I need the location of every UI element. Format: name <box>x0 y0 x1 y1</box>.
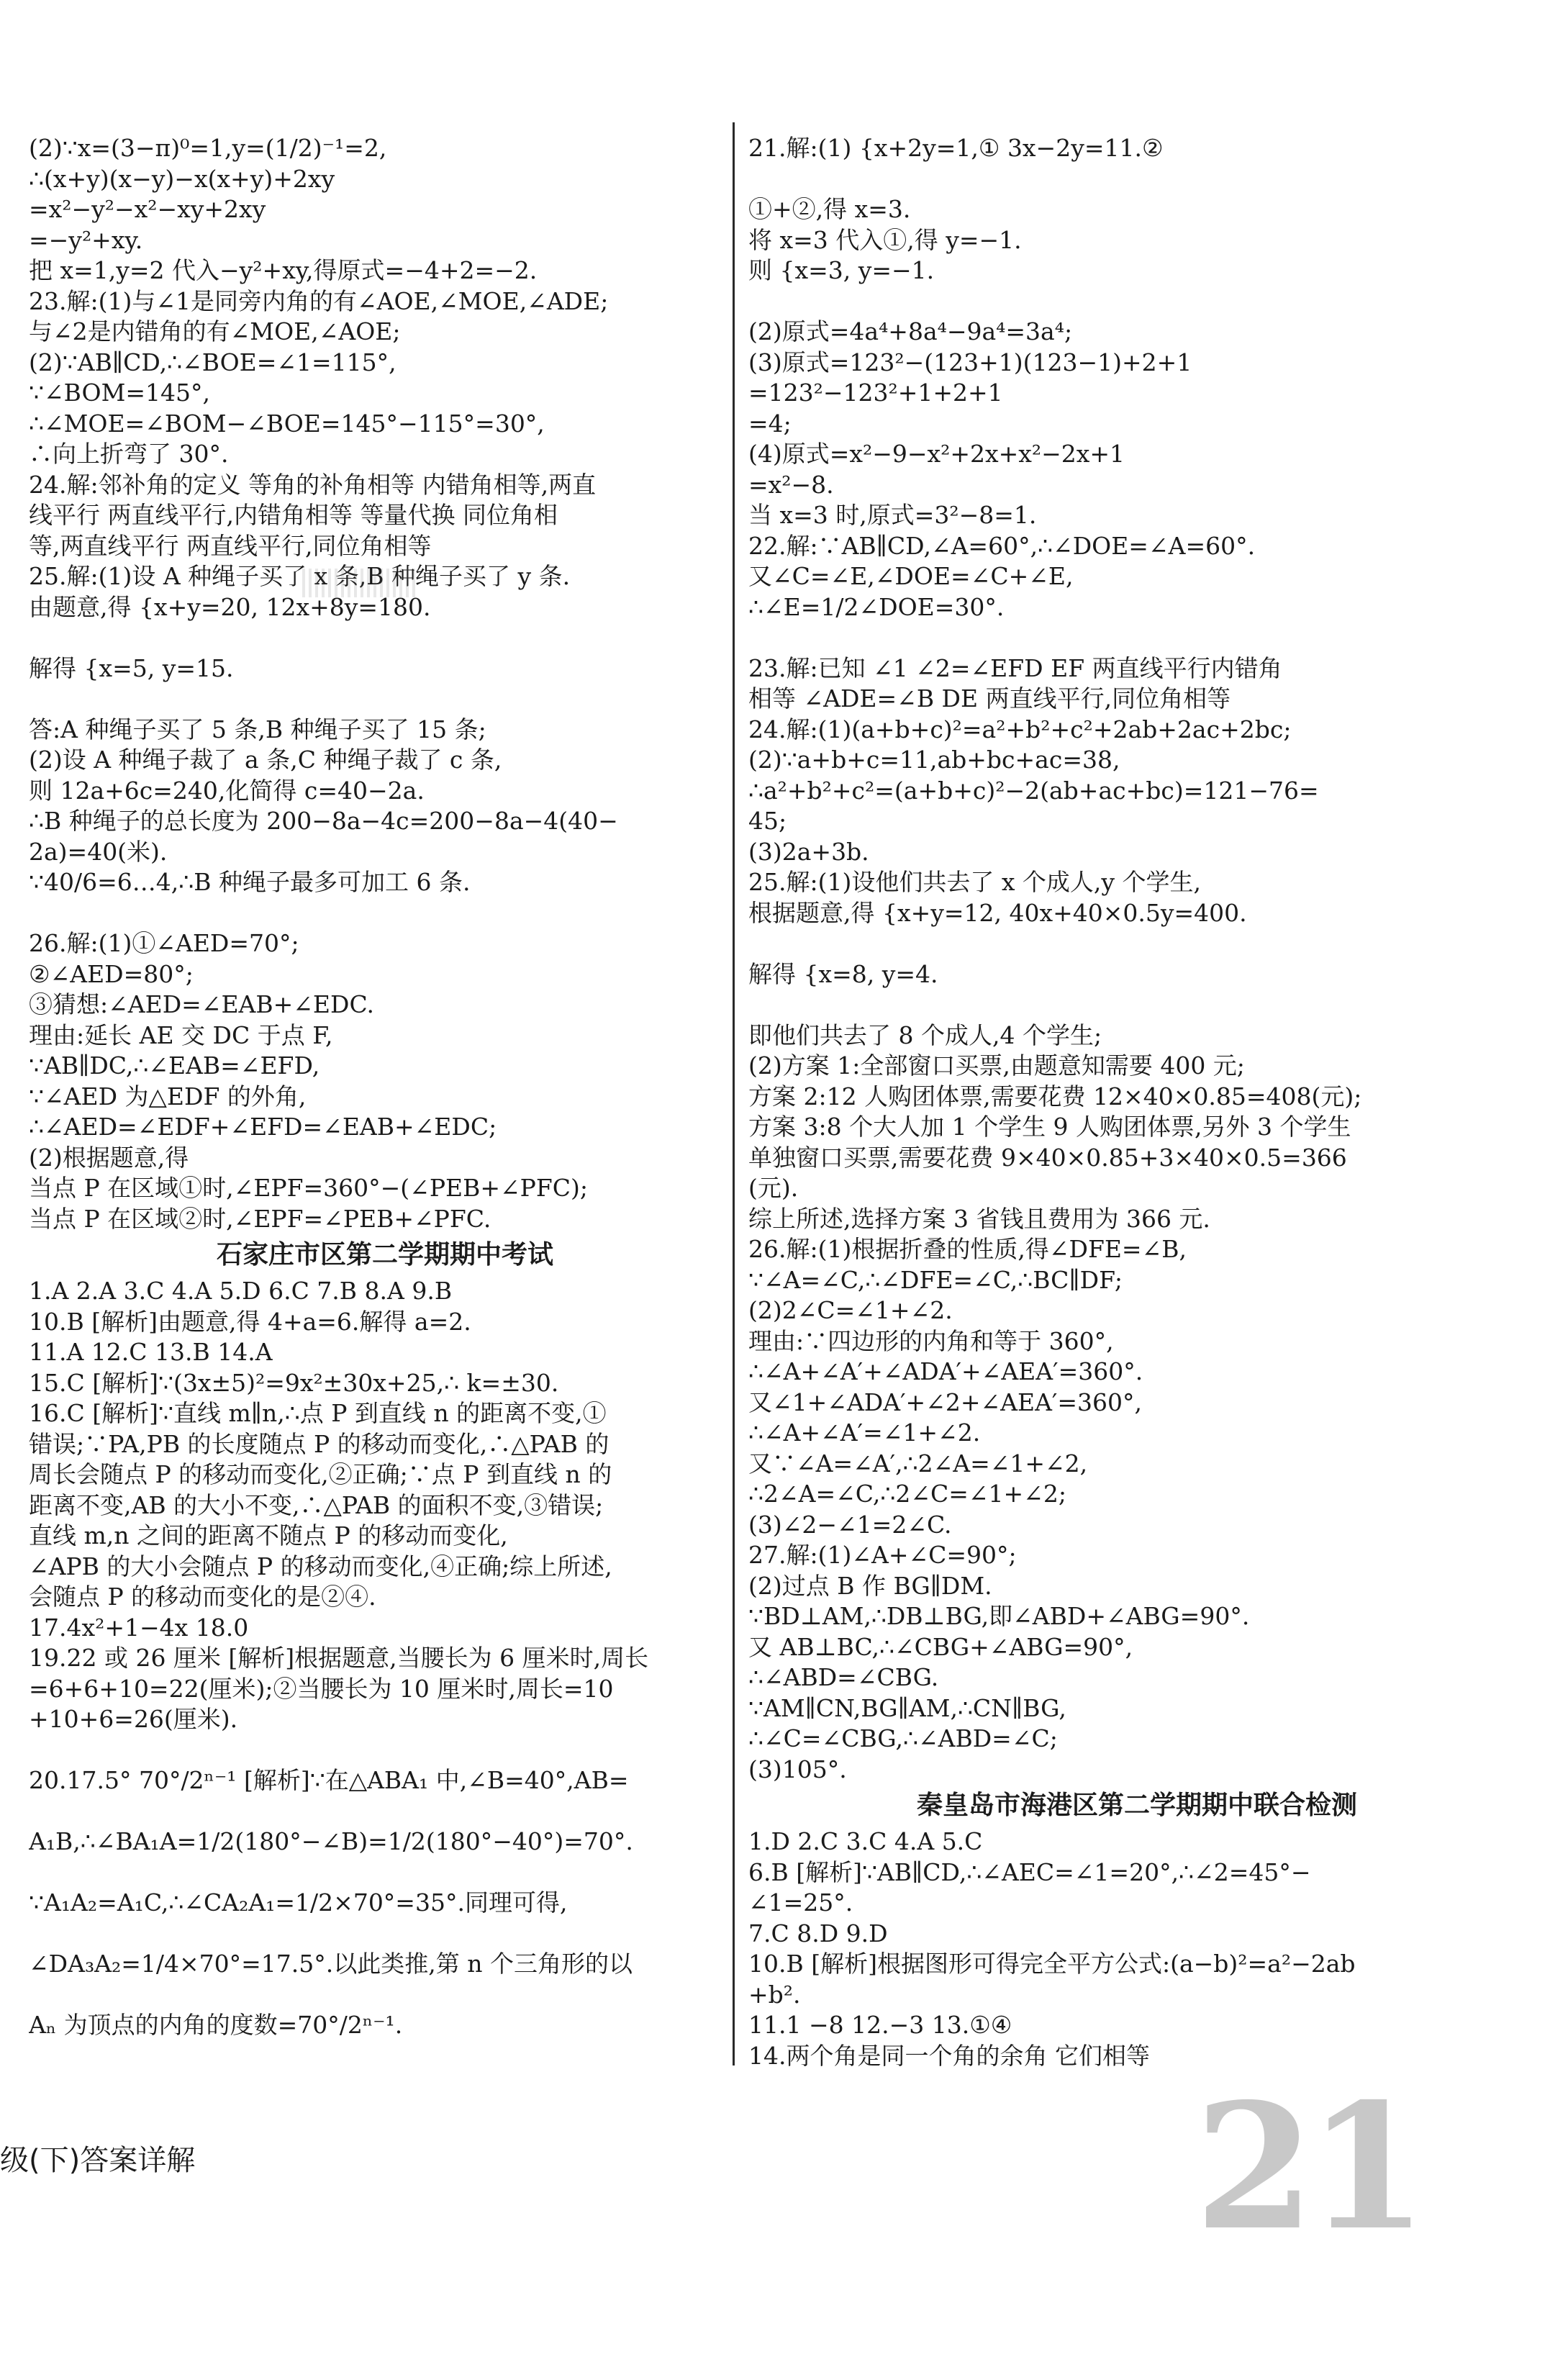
text-line: (2)根据题意,得 <box>29 1143 189 1172</box>
text-line <box>29 1919 741 1950</box>
text-line: 则 {x=3, y=−1. <box>748 256 935 284</box>
text-line: 距离不变,AB 的大小不变,∴△PAB 的面积不变,③错误; <box>29 1490 604 1519</box>
text-line: ∵∠BOM=145°, <box>29 379 210 407</box>
text-line: 直线 m,n 之间的距离不随点 P 的移动而变化, <box>29 1521 508 1549</box>
text-line: ∵BD⊥AM,∴DB⊥BG,即∠ABD+∠ABG=90°. <box>748 1602 1250 1630</box>
left-column <box>29 133 741 2041</box>
text-line: 又∵∠A=∠A′,∴2∠A=∠1+∠2, <box>748 1449 1088 1478</box>
page-number: 21 <box>1195 2065 1420 2268</box>
text-line <box>748 928 1526 959</box>
text-line: ∠1=25°. <box>748 1888 853 1917</box>
text-line: 等,两直线平行 两直线平行,同位角相等 <box>29 531 432 560</box>
text-line: 将 x=3 代入①,得 y=−1. <box>748 225 1022 254</box>
text-line: ∴a²+b²+c²=(a+b+c)²−2(ab+ac+bc)=121−76= <box>748 776 1319 805</box>
text-line: 27.解:(1)∠A+∠C=90°; <box>748 1541 1017 1569</box>
text-line: =x²−8. <box>748 470 834 499</box>
text-line: ∵40/6=6…4,∴B 种绳子最多可加工 6 条. <box>29 868 471 896</box>
text-line: 6.B [解析]∵AB∥CD,∴∠AEC=∠1=20°,∴∠2=45°− <box>748 1858 1311 1886</box>
text-line: ∵∠AED 为△EDF 的外角, <box>29 1082 307 1110</box>
text-line: (2)∵a+b+c=11,ab+bc+ac=38, <box>748 746 1120 774</box>
text-line: 10.B [解析]由题意,得 4+a=6.解得 a=2. <box>29 1307 471 1336</box>
text-line <box>29 684 741 715</box>
text-line: (3)原式=123²−(123+1)(123−1)+2+1 <box>748 348 1192 376</box>
text-line: 根据题意,得 {x+y=12, 40x+40×0.5y=400. <box>748 898 1247 927</box>
text-line: (2)过点 B 作 BG∥DM. <box>748 1571 992 1600</box>
text-line: ∴∠E=1/2∠DOE=30°. <box>748 592 1005 621</box>
text-line <box>748 164 1526 195</box>
text-line: ∴∠ABD=∠CBG. <box>748 1663 939 1691</box>
text-line: 解得 {x=8, y=4. <box>748 959 938 988</box>
text-line: 由题意,得 {x+y=20, 12x+8y=180. <box>29 592 431 621</box>
text-line <box>29 1980 741 2011</box>
text-line: 理由:延长 AE 交 DC 于点 F, <box>29 1021 333 1049</box>
text-line: 周长会随点 P 的移动而变化,②正确;∵点 P 到直线 n 的 <box>29 1460 612 1488</box>
text-line: ∴2∠A=∠C,∴2∠C=∠1+∠2; <box>748 1480 1066 1508</box>
text-line: 单独窗口买票,需要花费 9×40×0.85+3×40×0.5=366 <box>748 1143 1347 1172</box>
text-line: 当点 P 在区域②时,∠EPF=∠PEB+∠PFC. <box>29 1204 491 1233</box>
text-line: 相等 ∠ADE=∠B DE 两直线平行,同位角相等 <box>748 684 1231 712</box>
text-line <box>748 623 1526 653</box>
text-line: 24.解:邻补角的定义 等角的补角相等 内错角相等,两直 <box>29 470 597 499</box>
text-line: 7.C 8.D 9.D <box>748 1919 888 1947</box>
text-line: 又∠1+∠ADA′+∠2+∠AEA′=360°, <box>748 1388 1143 1416</box>
text-line: 与∠2是内错角的有∠MOE,∠AOE; <box>29 317 401 345</box>
text-line: ∴∠C=∠CBG,∴∠ABD=∠C; <box>748 1724 1058 1752</box>
text-line: ∵AB∥DC,∴∠EAB=∠EFD, <box>29 1051 320 1080</box>
text-line: 则 12a+6c=240,化简得 c=40−2a. <box>29 776 425 805</box>
text-line: =−y²+xy. <box>29 225 143 254</box>
right-column <box>748 133 1526 2071</box>
text-line: 又∠C=∠E,∠DOE=∠C+∠E, <box>748 562 1074 590</box>
text-line: 2a)=40(米). <box>29 837 168 866</box>
text-line: 23.解:已知 ∠1 ∠2=∠EFD EF 两直线平行内错角 <box>748 653 1282 682</box>
text-line: 11.A 12.C 13.B 14.A <box>29 1338 273 1366</box>
text-line: 解得 {x=5, y=15. <box>29 653 234 682</box>
text-line: 10.B [解析]根据图形可得完全平方公式:(a−b)²=a²−2ab <box>748 1950 1356 1978</box>
text-line: 24.解:(1)(a+b+c)²=a²+b²+c²+2ab+2ac+2bc; <box>748 715 1292 743</box>
text-line: ∠DA₃A₂=1/4×70°=17.5°.以此类推,第 n 个三角形的以 <box>29 1950 633 1978</box>
text-line <box>29 623 741 653</box>
text-line: 26.解:(1)根据折叠的性质,得∠DFE=∠B, <box>748 1235 1187 1263</box>
text-line: ∵A₁A₂=A₁C,∴∠CA₂A₁=1/2×70°=35°.同理可得, <box>29 1888 568 1917</box>
text-line: (2)2∠C=∠1+∠2. <box>748 1296 953 1324</box>
text-line: ∵∠A=∠C,∴∠DFE=∠C,∴BC∥DF; <box>748 1265 1123 1294</box>
text-line: (4)原式=x²−9−x²+2x+x²−2x+1 <box>748 440 1125 468</box>
text-line: 当 x=3 时,原式=3²−8=1. <box>748 501 1037 529</box>
text-line <box>748 286 1526 317</box>
text-line: (元). <box>748 1174 799 1202</box>
text-line: 17.4x²+1−4x 18.0 <box>29 1613 249 1642</box>
text-line: 23.解:(1)与∠1是同旁内角的有∠AOE,∠MOE,∠ADE; <box>29 286 609 315</box>
text-line: 26.解:(1)①∠AED=70°; <box>29 929 299 957</box>
text-line: ∵AM∥CN,BG∥AM,∴CN∥BG, <box>748 1693 1066 1722</box>
text-line: +10+6=26(厘米). <box>29 1705 238 1733</box>
text-line: 19.22 或 26 厘米 [解析]根据题意,当腰长为 6 厘米时,周长 <box>29 1644 649 1672</box>
text-line: (3)105°. <box>748 1755 847 1783</box>
text-line <box>29 898 741 929</box>
text-line: ①+②,得 x=3. <box>748 195 911 223</box>
text-line: 即他们共去了 8 个成人,4 个学生; <box>748 1021 1102 1049</box>
text-line: (2)方案 1:全部窗口买票,由题意知需要 400 元; <box>748 1051 1245 1080</box>
text-line: =123²−123²+1+2+1 <box>748 379 1003 407</box>
text-line: 1.D 2.C 3.C 4.A 5.C <box>748 1827 983 1855</box>
footer-text: 级(下)答案详解 <box>0 2144 196 2177</box>
text-line: 14.两个角是同一个角的余角 它们相等 <box>748 2041 1150 2070</box>
text-line: Aₙ 为顶点的内角的度数=70°/2ⁿ⁻¹. <box>29 2011 403 2039</box>
text-line: (2)∵AB∥CD,∴∠BOE=∠1=115°, <box>29 348 396 376</box>
text-line: 线平行 两直线平行,内错角相等 等量代换 同位角相 <box>29 501 558 529</box>
text-line: =6+6+10=22(厘米);②当腰长为 10 厘米时,周长=10 <box>29 1674 614 1703</box>
text-line: +b². <box>748 1980 801 2009</box>
text-line <box>29 1735 741 1766</box>
text-line: ∴(x+y)(x−y)−x(x+y)+2xy <box>29 164 335 193</box>
text-line: ∴∠A+∠A′+∠ADA′+∠AEA′=360°. <box>748 1357 1143 1385</box>
text-line: 当点 P 在区域①时,∠EPF=360°−(∠PEB+∠PFC); <box>29 1174 589 1202</box>
text-line: 1.A 2.A 3.C 4.A 5.D 6.C 7.B 8.A 9.B <box>29 1277 453 1305</box>
text-line: 理由:∵四边形的内角和等于 360°, <box>748 1326 1114 1355</box>
text-line: 20.17.5° 70°/2ⁿ⁻¹ [解析]∵在△ABA₁ 中,∠B=40°,AB= <box>29 1766 629 1794</box>
text-line <box>748 990 1526 1021</box>
faint-stamp-mark <box>302 569 417 597</box>
section-title: 石家庄市区第二学期期中考试 <box>216 1240 553 1270</box>
text-line: (3)∠2−∠1=2∠C. <box>748 1510 952 1539</box>
text-line: 方案 2:12 人购团体票,需要花费 12×40×0.85=408(元); <box>748 1082 1362 1110</box>
text-line: 15.C [解析]∵(3x±5)²=9x²±30x+25,∴ k=±30. <box>29 1368 559 1397</box>
text-line: 11.1 −8 12.−3 13.①④ <box>748 2011 1012 2039</box>
text-line: (2)设 A 种绳子裁了 a 条,C 种绳子裁了 c 条, <box>29 746 502 774</box>
text-line: =4; <box>748 409 792 438</box>
text-line: 21.解:(1) {x+2y=1,① 3x−2y=11.② <box>748 134 1164 162</box>
text-line: 综上所述,选择方案 3 省钱且费用为 366 元. <box>748 1204 1210 1233</box>
text-line: ∴∠MOE=∠BOM−∠BOE=145°−115°=30°, <box>29 409 545 438</box>
text-line: A₁B,∴∠BA₁A=1/2(180°−∠B)=1/2(180°−40°)=70°. <box>29 1827 633 1855</box>
text-line: 答:A 种绳子买了 5 条,B 种绳子买了 15 条; <box>29 715 486 743</box>
text-line: 45; <box>748 807 787 835</box>
text-line: 错误;∵PA,PB 的长度随点 P 的移动而变化,∴△PAB 的 <box>29 1429 609 1458</box>
text-line: 16.C [解析]∵直线 m∥n,∴点 P 到直线 n 的距离不变,① <box>29 1399 607 1427</box>
text-line: (2)原式=4a⁴+8a⁴−9a⁴=3a⁴; <box>748 317 1073 345</box>
text-line: 22.解:∵AB∥CD,∠A=60°,∴∠DOE=∠A=60°. <box>748 531 1256 560</box>
section-title: 秦皇岛市海港区第二学期期中联合检测 <box>916 1791 1357 1820</box>
text-line: 25.解:(1)设 A 种绳子买了 x 条,B 种绳子买了 y 条. <box>29 562 571 590</box>
text-line: ∴向上折弯了 30°. <box>29 440 229 468</box>
text-line <box>29 1796 741 1827</box>
text-line: =x²−y²−x²−xy+2xy <box>29 195 266 223</box>
text-line: 把 x=1,y=2 代入−y²+xy,得原式=−4+2=−2. <box>29 256 538 284</box>
text-line: (3)2a+3b. <box>748 837 869 866</box>
text-line: 方案 3:8 个大人加 1 个学生 9 人购团体票,另外 3 个学生 <box>748 1113 1351 1141</box>
text-line: 又 AB⊥BC,∴∠CBG+∠ABG=90°, <box>748 1632 1133 1661</box>
text-line <box>29 1858 741 1888</box>
text-line: ②∠AED=80°; <box>29 959 194 988</box>
column-divider <box>733 122 735 2065</box>
text-line: 会随点 P 的移动而变化的是②④. <box>29 1583 376 1611</box>
text-line: ∴∠AED=∠EDF+∠EFD=∠EAB+∠EDC; <box>29 1113 497 1141</box>
text-line: ∴B 种绳子的总长度为 200−8a−4c=200−8a−4(40− <box>29 807 618 835</box>
text-line: (2)∵x=(3−π)⁰=1,y=(1/2)⁻¹=2, <box>29 134 387 162</box>
text-line: ∠APB 的大小会随点 P 的移动而变化,④正确;综上所述, <box>29 1552 612 1580</box>
text-line: ③猜想:∠AED=∠EAB+∠EDC. <box>29 990 375 1018</box>
text-line: ∴∠A+∠A′=∠1+∠2. <box>748 1419 981 1447</box>
text-line: 25.解:(1)设他们共去了 x 个成人,y 个学生, <box>748 868 1202 896</box>
